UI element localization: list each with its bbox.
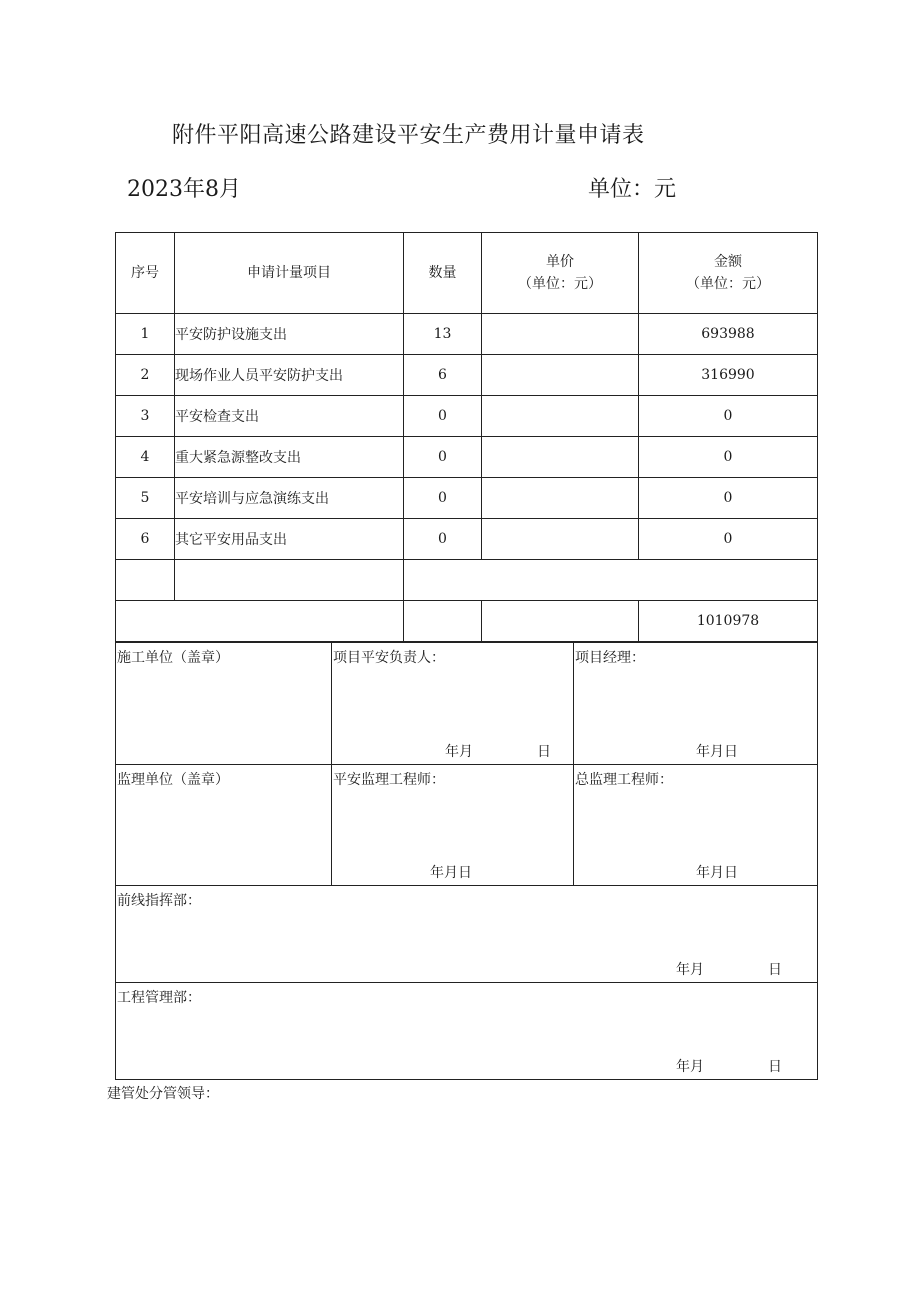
expense-table xyxy=(115,232,818,642)
row-item: 平安检查支出 xyxy=(175,396,404,437)
table-row xyxy=(116,519,818,560)
header-price xyxy=(482,233,639,314)
row-price xyxy=(482,314,639,355)
row-qty: 13 xyxy=(404,314,482,355)
row-price xyxy=(482,519,639,560)
supervisor-sign-row xyxy=(116,765,818,886)
currency-unit: 单位：元 xyxy=(588,177,677,202)
header-no: 序号 xyxy=(116,233,175,314)
row-item: 平安培训与应急演练支出 xyxy=(175,478,404,519)
chief-engineer-label: 总监理工程师： xyxy=(575,772,673,788)
header-item: 申请计量项目 xyxy=(175,233,404,314)
table-row xyxy=(116,396,818,437)
row-item: 现场作业人员平安防护支出 xyxy=(175,355,404,396)
sign-date-day: 日 xyxy=(768,1059,782,1075)
front-command-cell xyxy=(116,886,818,983)
row-qty: 0 xyxy=(404,437,482,478)
engineering-dept-cell xyxy=(116,983,818,1080)
table-row xyxy=(116,437,818,478)
row-item: 其它平安用品支出 xyxy=(175,519,404,560)
table-row xyxy=(116,314,818,355)
contractor-sign-row xyxy=(116,643,818,765)
header-amount-unit: （单位：元） xyxy=(686,276,770,292)
table-row xyxy=(116,355,818,396)
empty-row xyxy=(116,560,818,601)
header-price-label: 单价 xyxy=(546,254,574,270)
empty-cell xyxy=(116,560,175,601)
supervisor-label: 监理单位（盖章） xyxy=(117,772,229,788)
row-qty: 6 xyxy=(404,355,482,396)
row-no: 4 xyxy=(116,437,175,478)
safety-lead-cell xyxy=(332,643,574,765)
signature-table xyxy=(115,642,818,1080)
row-amount: 0 xyxy=(639,437,818,478)
header-price-unit: （单位：元） xyxy=(518,276,602,292)
project-manager-label: 项目经理： xyxy=(575,650,645,666)
footer-leader-label: 建管处分管领导： xyxy=(107,1086,219,1102)
row-price xyxy=(482,437,639,478)
supervisor-cell xyxy=(116,765,332,886)
sign-date-month: 年月 xyxy=(445,744,473,760)
sign-date-day: 日 xyxy=(537,744,551,760)
total-label-cell xyxy=(116,601,404,642)
sign-date: 年月日 xyxy=(696,744,738,760)
engineering-dept-row xyxy=(116,983,818,1080)
header-amount-label: 金额 xyxy=(714,254,742,270)
header-amount xyxy=(639,233,818,314)
total-price-cell xyxy=(482,601,639,642)
safety-lead-label: 项目平安负责人： xyxy=(333,650,445,666)
sign-date-month: 年月 xyxy=(676,1059,704,1075)
sign-date: 年月日 xyxy=(430,865,472,881)
row-item: 重大紧急源整改支出 xyxy=(175,437,404,478)
front-command-row xyxy=(116,886,818,983)
row-item: 平安防护设施支出 xyxy=(175,314,404,355)
row-qty: 0 xyxy=(404,396,482,437)
total-amount: 1010978 xyxy=(639,601,818,642)
safety-engineer-label: 平安监理工程师： xyxy=(333,772,445,788)
row-amount: 693988 xyxy=(639,314,818,355)
document-date: 2023年8月 xyxy=(127,177,241,202)
front-command-label: 前线指挥部： xyxy=(117,893,201,909)
sign-date-month: 年月 xyxy=(676,962,704,978)
row-amount: 0 xyxy=(639,478,818,519)
empty-cell xyxy=(404,560,818,601)
contractor-label: 施工单位（盖章） xyxy=(117,650,229,666)
row-amount: 0 xyxy=(639,396,818,437)
row-no: 2 xyxy=(116,355,175,396)
row-qty: 0 xyxy=(404,519,482,560)
empty-cell xyxy=(175,560,404,601)
chief-engineer-cell xyxy=(574,765,818,886)
header-qty: 数量 xyxy=(404,233,482,314)
safety-engineer-cell xyxy=(332,765,574,886)
total-row xyxy=(116,601,818,642)
row-price xyxy=(482,478,639,519)
row-amount: 0 xyxy=(639,519,818,560)
row-no: 1 xyxy=(116,314,175,355)
row-no: 6 xyxy=(116,519,175,560)
document-title: 附件平阳高速公路建设平安生产费用计量申请表 xyxy=(172,123,645,148)
engineering-dept-label: 工程管理部： xyxy=(117,990,201,1006)
row-price xyxy=(482,396,639,437)
row-qty: 0 xyxy=(404,478,482,519)
table-row xyxy=(116,478,818,519)
row-price xyxy=(482,355,639,396)
total-qty-cell xyxy=(404,601,482,642)
row-no: 3 xyxy=(116,396,175,437)
project-manager-cell xyxy=(574,643,818,765)
table-header-row xyxy=(116,233,818,314)
row-amount: 316990 xyxy=(639,355,818,396)
sign-date-day: 日 xyxy=(768,962,782,978)
sign-date: 年月日 xyxy=(696,865,738,881)
row-no: 5 xyxy=(116,478,175,519)
contractor-cell xyxy=(116,643,332,765)
